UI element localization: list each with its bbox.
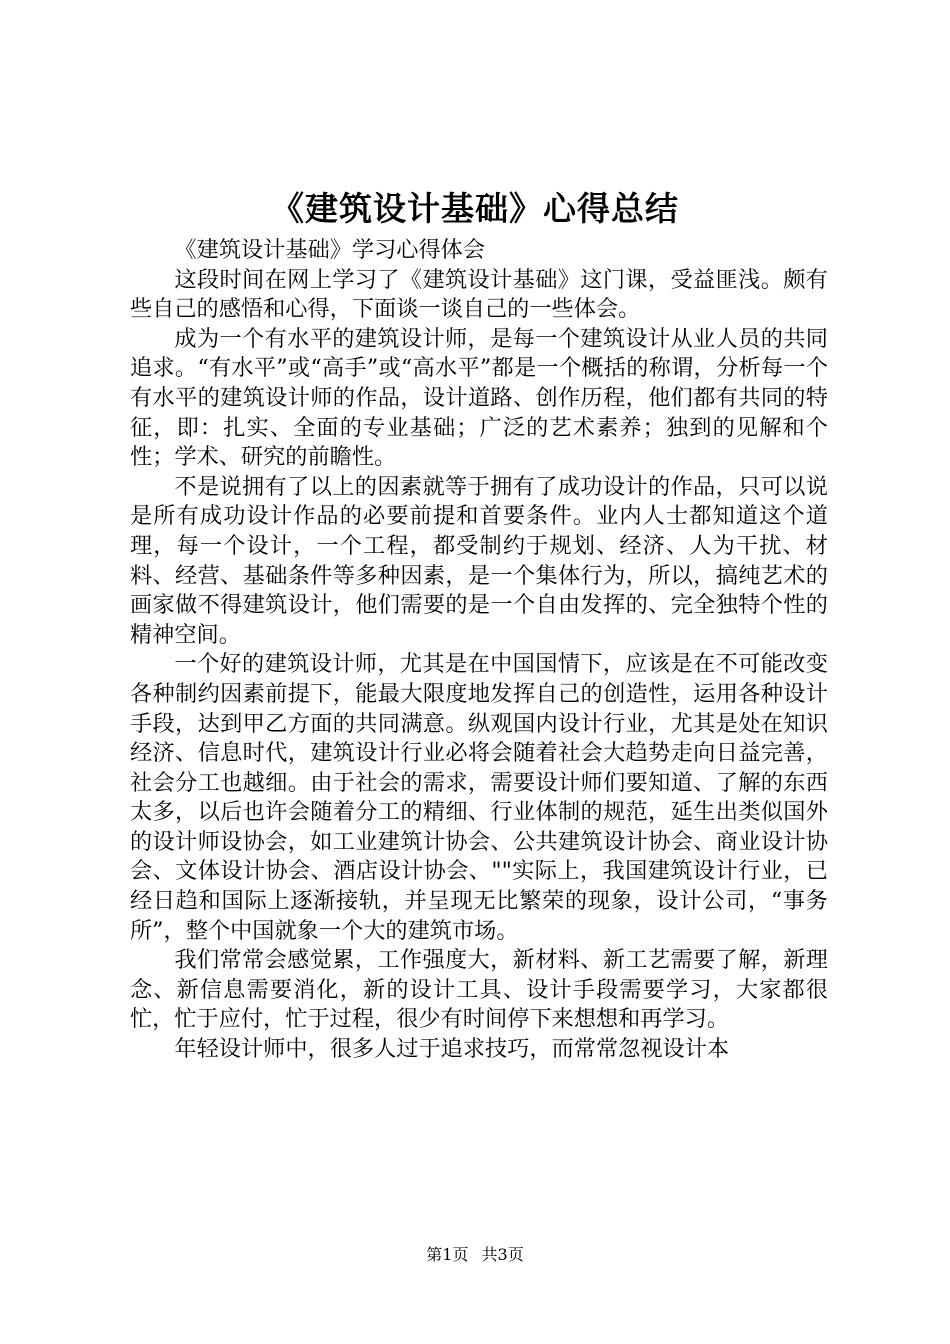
page-number-current: 第1页 [426, 1245, 469, 1264]
paragraph-2: 成为一个有水平的建筑设计师，是每一个建筑设计从业人员的共同追求。“有水平”或“高手”或“高水平”都是一个概括的称谓，分析每一个有水平的建筑设计师的作品，设计道路、创作历程，他们都有共同的特征，即：扎实、全面的专业基础；广泛的艺术素养；独到的见解和个性；学术、研究的前瞻性。 [130, 325, 828, 471]
document-title: 《建筑设计基础》心得总结 [271, 189, 679, 228]
document-body [130, 236, 828, 1065]
page-number-total: 共3页 [481, 1245, 524, 1264]
document-subtitle: 《建筑设计基础》学习心得体会 [174, 237, 486, 263]
paragraph-6: 年轻设计师中，很多人过于追求技巧，而常常忽视设计本 [174, 1036, 730, 1063]
paragraph-5: 我们常常会感觉累，工作强度大，新材料、新工艺需要了解，新理念、新信息需要消化，新的设计工具、设计手段需要学习，大家都很忙，忙于应付，忙于过程，很少有时间停下来想想和再学习。 [130, 947, 828, 1033]
page-footer [0, 1244, 950, 1266]
paragraph-1: 这段时间在网上学习了《建筑设计基础》这门课，受益匪浅。颇有些自己的感悟和心得，下面谈一谈自己的一些体会。 [130, 266, 828, 323]
paragraph-4: 一个好的建筑设计师，尤其是在中国国情下，应该是在不可能改变各种制约因素前提下，能最大限度地发挥自己的创造性，运用各种设计手段，达到甲乙方面的共同满意。纵观国内设计行业，尤其是处在知识经济、信息时代，建筑设计行业必将会随着社会大趋势走向日益完善，社会分工也越细。由于社会的需求，需要设计师们要知道、了解的东西太多，以后也许会随着分工的精细、行业体制的规范，延生出类似国外的设计师设协会，如工业建筑计协会、公共建筑设计协会、商业设计协会、文体设计协会、酒店设计协会、""实际上，我国建筑设计行业，已经日趋和国际上逐渐接轨，并呈现无比繁荣的现象，设计公司，“事务所”，整个中国就象一个大的建筑市场。 [130, 651, 828, 944]
paragraph-3: 不是说拥有了以上的因素就等于拥有了成功设计的作品，只可以说是所有成功设计作品的必要前提和首要条件。业内人士都知道这个道理，每一个设计，一个工程，都受制约于规划、经济、人为干扰、材料、经营、基础条件等多种因素，是一个集体行为，所以，搞纯艺术的画家做不得建筑设计，他们需要的是一个自由发挥的、完全独特个性的精神空间。 [130, 473, 828, 648]
